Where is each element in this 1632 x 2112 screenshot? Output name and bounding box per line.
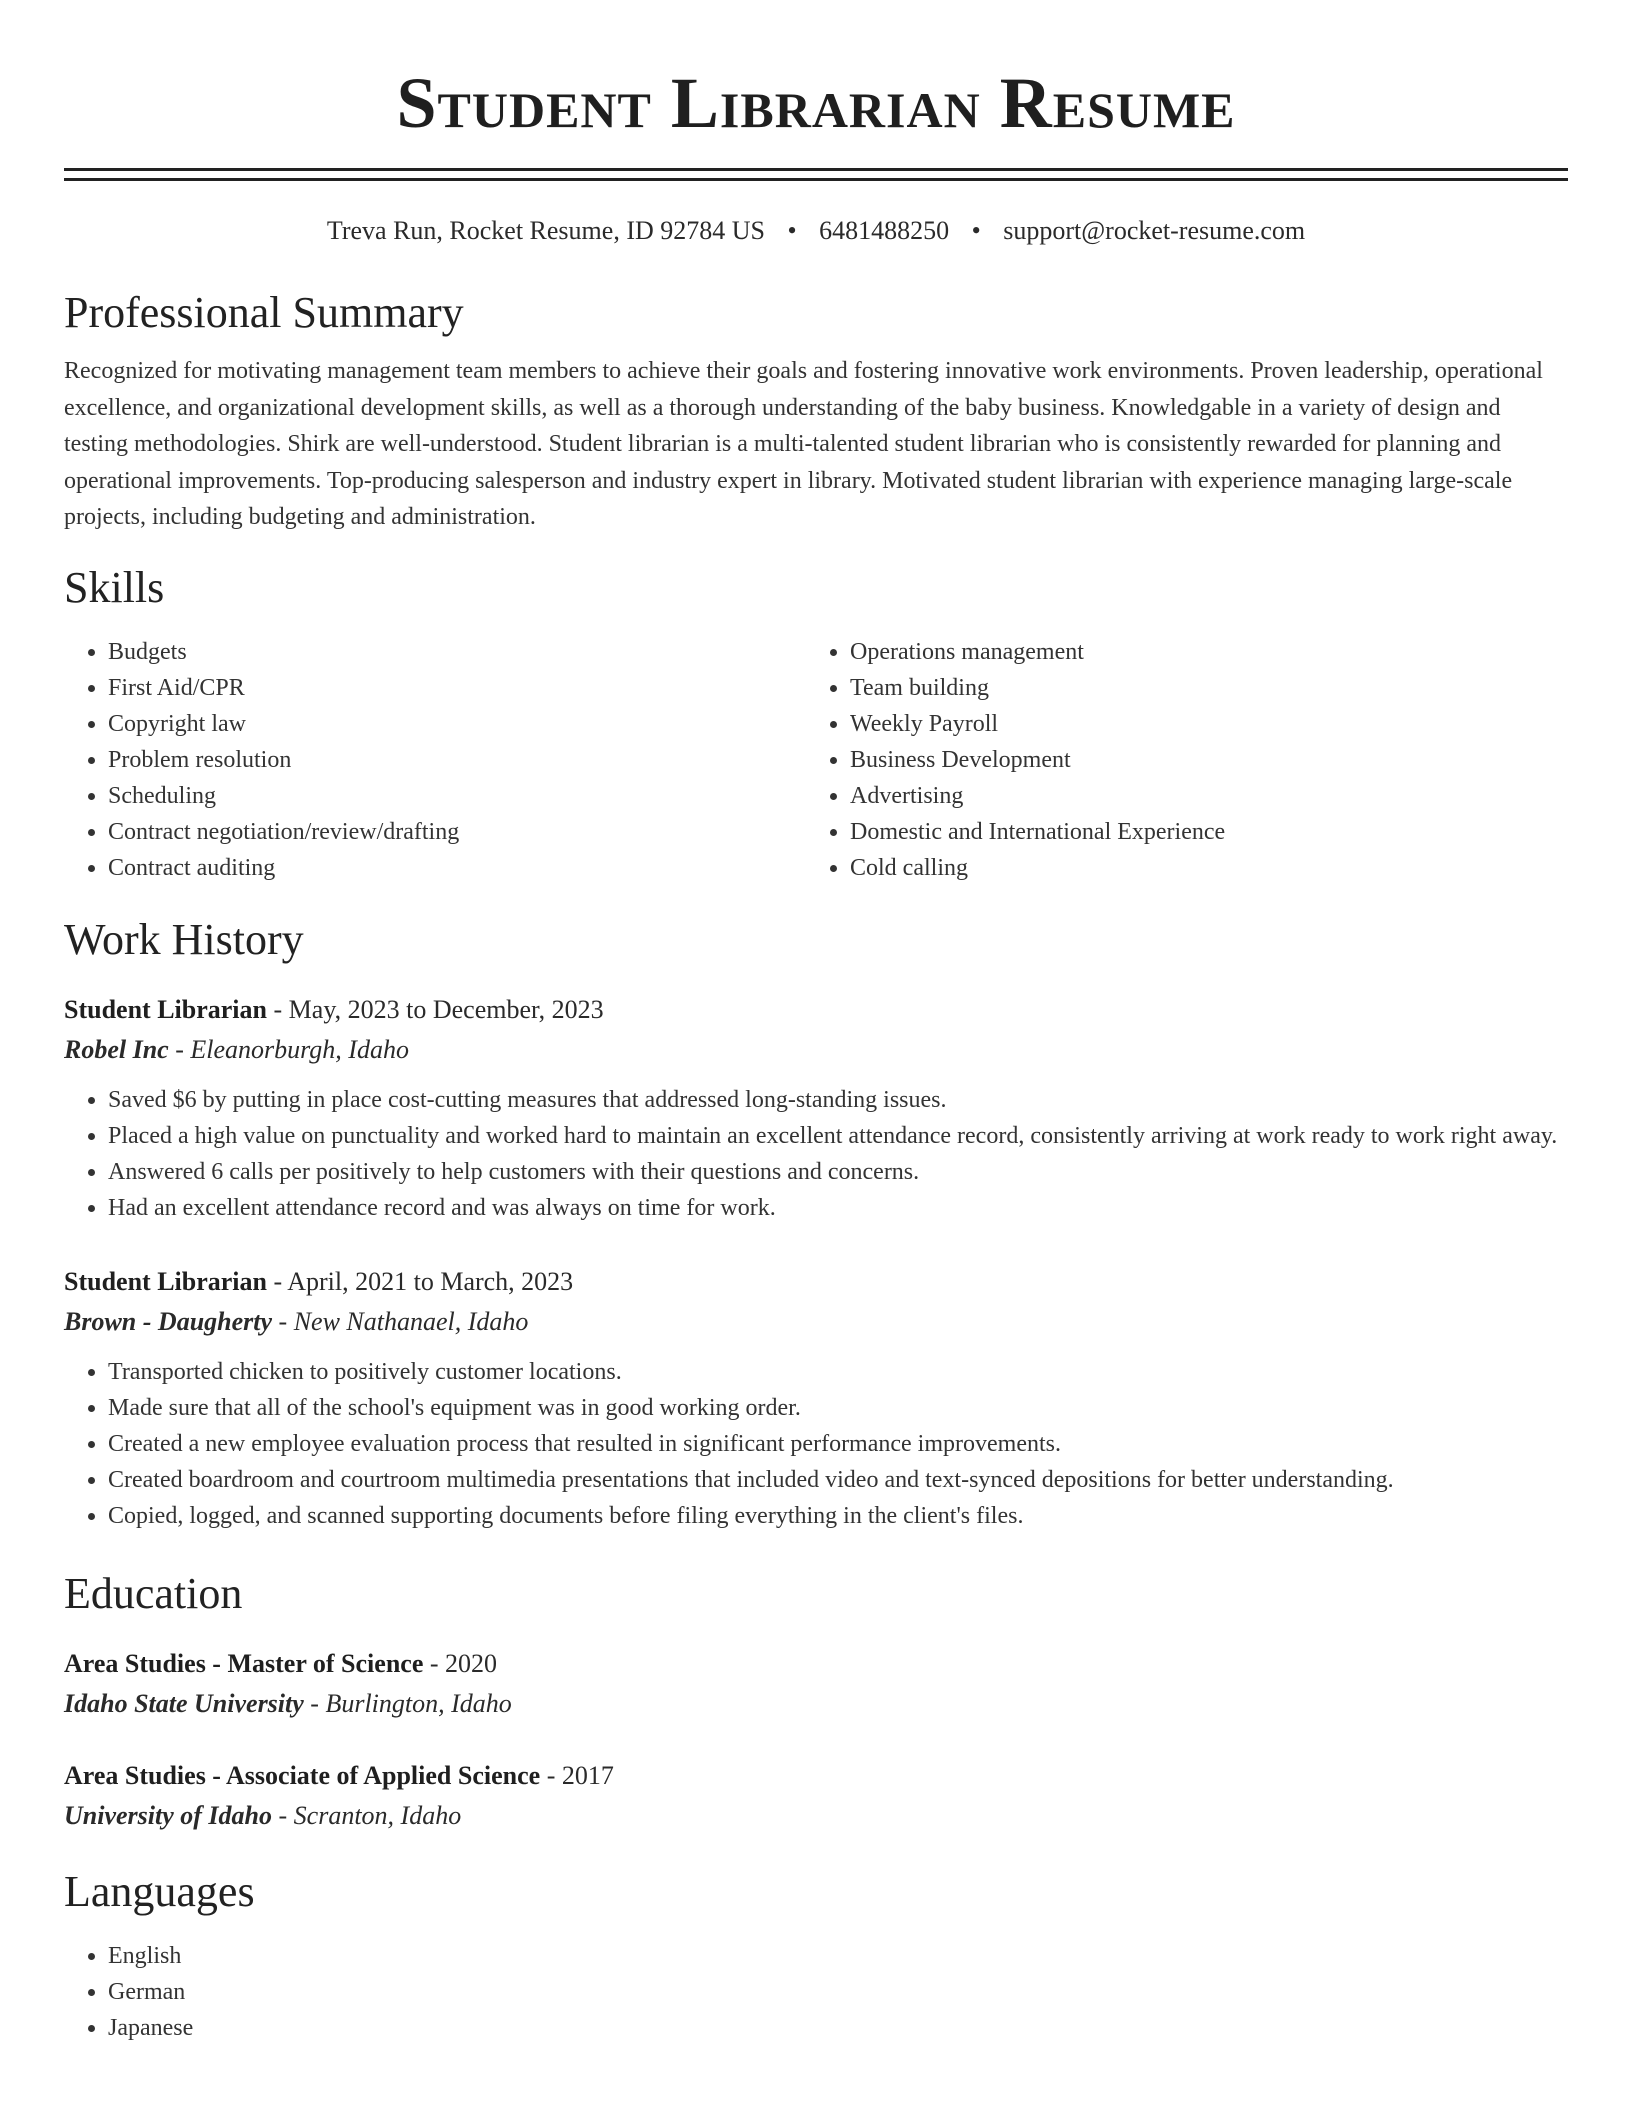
resume-page [64,0,1568,2046]
education-heading: Education [64,1568,243,1618]
job-dates: - April, 2021 to March, 2023 [267,1266,574,1296]
job-bullet: • Placed a high value on punctuality and worked hard to maintain an excellent attendance record, consistently arriving at work ready to work right away. [108,1118,1568,1154]
job-bullet: • Copied, logged, and scanned supporting documents before filing everything in the client's files. [108,1498,1568,1534]
degree-line [64,1756,1568,1796]
education-section [64,1568,1568,1836]
skill-item: • Copyright law [108,706,806,742]
summary-section [64,287,1568,536]
job-bullet: • Answered 6 calls per positively to help customers with their questions and concerns. [108,1154,1568,1190]
languages-section [64,1866,1568,2046]
school-line [64,1684,1568,1724]
job-bullets [64,1354,1568,1534]
skills-list-right [806,634,1548,886]
contact-phone: 6481488250 [819,216,950,245]
resume-title: Student Librarian Resume [396,63,1236,143]
job-location: - New Nathanael, Idaho [272,1306,529,1336]
job-entry [64,1262,1568,1534]
school-name: Idaho State University [64,1688,304,1718]
skills-section [64,562,1568,886]
job-bullet: • Created a new employee evaluation process that resulted in significant performance improvements. [108,1426,1568,1462]
school-location: - Burlington, Idaho [303,1688,512,1718]
education-entry [64,1644,1568,1724]
skills-column-left [64,634,806,886]
graduation-year: - 2017 [540,1760,614,1790]
skill-item: • Cold calling [850,850,1548,886]
job-bullet: • Transported chicken to positively customer locations. [108,1354,1568,1390]
contact-email: support@rocket-resume.com [1003,216,1306,245]
languages-heading: Languages [64,1866,255,1916]
title-divider-top [64,168,1568,171]
language-item: • German [108,1974,1568,2010]
contact-separator: • [787,216,797,245]
skill-item: • Domestic and International Experience [850,814,1548,850]
language-item: • Japanese [108,2010,1568,2046]
skill-item: • Team building [850,670,1548,706]
school-name: University of Idaho [64,1800,272,1830]
title-divider-bottom [64,178,1568,181]
skill-item: • Contract negotiation/review/drafting [108,814,806,850]
job-title: Student Librarian [64,1266,267,1296]
job-bullet: • Saved $6 by putting in place cost-cutting measures that addressed long-standing issues. [108,1082,1568,1118]
job-company-line [64,1030,1568,1070]
work-history-section [64,914,1568,1534]
job-title-line [64,1262,1568,1302]
graduation-year: - 2020 [423,1648,498,1678]
degree: Area Studies - Associate of Applied Science [64,1760,541,1790]
education-entry [64,1756,1568,1836]
job-entry [64,990,1568,1226]
work-history-heading: Work History [64,914,304,964]
job-company: Brown - Daugherty [64,1306,273,1336]
skill-item: • Weekly Payroll [850,706,1548,742]
summary-heading: Professional Summary [64,288,464,337]
job-company: Robel Inc [64,1034,169,1064]
skill-item: • Budgets [108,634,806,670]
skill-item: • Scheduling [108,778,806,814]
school-location: - Scranton, Idaho [272,1800,462,1830]
languages-list [64,1938,1568,2046]
skills-heading: Skills [64,562,165,612]
job-title-line [64,990,1568,1030]
contact-line [64,215,1568,247]
degree: Area Studies - Master of Science [64,1648,424,1678]
job-bullet: • Made sure that all of the school's equipment was in good working order. [108,1390,1568,1426]
skill-item: • Operations management [850,634,1548,670]
skill-item: • First Aid/CPR [108,670,806,706]
school-line [64,1796,1568,1836]
job-bullets [64,1082,1568,1226]
skill-item: • Business Development [850,742,1548,778]
summary-text: Recognized for motivating management team members to achieve their goals and fostering innovative work environments. Proven leadership, operational excellence, and organizational development skills, as well as a thorough understanding of the baby business. Knowledgable in a variety of design and testing methodologies. Shirk are well-understood. Student librarian is a multi-talented student librarian who is consistently rewarded for planning and operational improvements. Top-producing salesperson and industry expert in library. Motivated student librarian with experience managing large-scale projects, including budgeting and administration. [64,358,1543,530]
job-dates: - May, 2023 to December, 2023 [267,994,604,1024]
contact-address: Treva Run, Rocket Resume, ID 92784 US [326,216,765,245]
skill-item: • Problem resolution [108,742,806,778]
skill-item: • Advertising [850,778,1548,814]
job-company-line [64,1302,1568,1342]
skills-columns [64,634,1568,886]
job-bullet: • Had an excellent attendance record and was always on time for work. [108,1190,1568,1226]
skills-column-right [806,634,1548,886]
degree-line [64,1644,1568,1684]
job-bullet: • Created boardroom and courtroom multimedia presentations that included video and text-synced depositions for better understanding. [108,1462,1568,1498]
job-location: - Eleanorburgh, Idaho [168,1034,409,1064]
contact-separator: • [971,216,981,245]
job-title: Student Librarian [64,994,267,1024]
skills-list-left [64,634,806,886]
language-item: • English [108,1938,1568,1974]
skill-item: • Contract auditing [108,850,806,886]
